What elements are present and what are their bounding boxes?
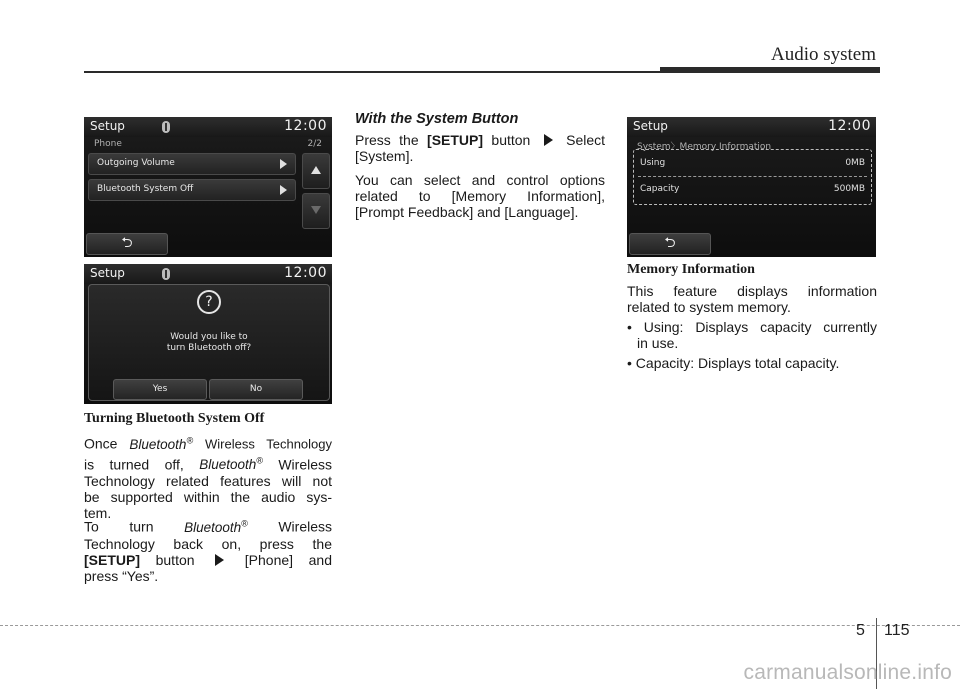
p1-line4: be supported within the audio sys- [84,489,332,505]
screen-clock: 12:00 [284,118,327,134]
watermark: carmanualsonline.info [743,661,952,684]
screen-subtitle: Phone [94,139,122,149]
question-icon: ? [197,290,221,314]
back-arrow-icon: ⮌ [664,235,676,251]
chapter-number: 5 [856,622,865,639]
memory-divider [638,176,867,177]
middle-paragraph-1 [355,132,605,164]
bullet-using: • Using: Displays capacity currently [627,319,877,335]
right-p1-line1: This feature displays information [627,283,877,299]
scroll-down-button[interactable] [302,193,330,229]
phone-setup-screenshot [84,117,332,257]
mid-p1-line1: Press the [SETUP] button Select [355,132,606,148]
chevron-right-icon [280,159,287,169]
page-number: 115 [884,622,910,639]
triangle-right-icon [544,134,553,146]
memory-info-box [633,149,872,205]
bullet-capacity: • Capacity: Displays total capacity. [627,355,840,371]
screen-title-bar [84,264,332,284]
confirm-dialog [88,284,330,401]
right-p1-line2: related to system memory. [627,299,791,315]
chevron-right-icon [280,185,287,195]
using-label: Using [640,158,666,168]
screen-title: Setup [633,119,668,133]
back-arrow-icon: ⮌ [121,235,133,251]
dialog-message-line1: Would you like to [170,332,248,342]
header-rule [84,71,880,73]
back-button[interactable] [86,233,168,255]
right-paragraph-1 [627,283,877,315]
bluetooth-icon [162,268,170,280]
caption-memory-information: Memory Information [627,262,755,277]
menu-item-label: Outgoing Volume [97,158,175,168]
caption-turning-bluetooth-off: Turning Bluetooth System Off [84,411,265,426]
screen-title-bar [84,117,332,137]
bluetooth-off-confirm-screenshot [84,264,332,404]
scroll-up-button[interactable] [302,153,330,189]
heading-system-button: With the System Button [355,111,519,127]
mid-p2-line1: You can select and control options [355,172,605,188]
p2-line4: press “Yes”. [84,567,159,584]
p1-line2: is turned off, Bluetooth® Wireless [84,455,332,472]
footer-rule [0,625,960,626]
capacity-label: Capacity [640,184,680,194]
p2-line1: To turn Bluetooth® Wireless [84,518,332,535]
mid-p2-line3: [Prompt Feedback] and [Language]. [355,204,579,220]
menu-item-bluetooth-system-off[interactable] [88,179,296,201]
arrow-down-icon [311,206,321,214]
mid-p1-line2: [System]. [355,148,414,164]
section-title: Audio system [770,44,876,65]
screen-title: Setup [90,119,125,133]
right-bullets [627,319,877,371]
yes-button[interactable]: Yes [113,379,207,400]
capacity-value: 500MB [833,184,865,194]
using-value: 0MB [845,158,865,168]
middle-paragraph-2 [355,172,605,220]
left-paragraph-2 [84,515,332,584]
memory-information-screenshot [627,117,876,257]
p1-line1: Once Bluetooth® Wireless Technology [84,435,333,452]
triangle-right-icon [215,554,224,566]
bullet-using-cont: in use. [637,335,679,351]
screen-clock: 12:00 [284,265,327,281]
screen-title-bar [627,117,876,137]
p1-line3: Technology related features will not [84,473,332,489]
arrow-up-icon [311,166,321,174]
back-button[interactable] [629,233,711,255]
dialog-message-line2: turn Bluetooth off? [166,343,252,353]
screen-clock: 12:00 [828,118,871,134]
breadcrumb: System〉Memory Information [637,142,772,152]
menu-item-label: Bluetooth System Off [97,184,194,194]
mid-p2-line2: related to [Memory Information], [355,188,605,204]
p2-line2: Technology back on, press the [84,535,332,552]
menu-item-outgoing-volume[interactable] [88,153,296,175]
p1-line5: tem. [84,505,112,521]
p2-line3: [SETUP] button [Phone] and [84,551,332,568]
page-indicator: 2/2 [307,139,322,149]
left-paragraph-1 [84,432,332,521]
no-button[interactable]: No [209,379,303,400]
screen-title: Setup [90,266,125,280]
bluetooth-icon [162,121,170,133]
